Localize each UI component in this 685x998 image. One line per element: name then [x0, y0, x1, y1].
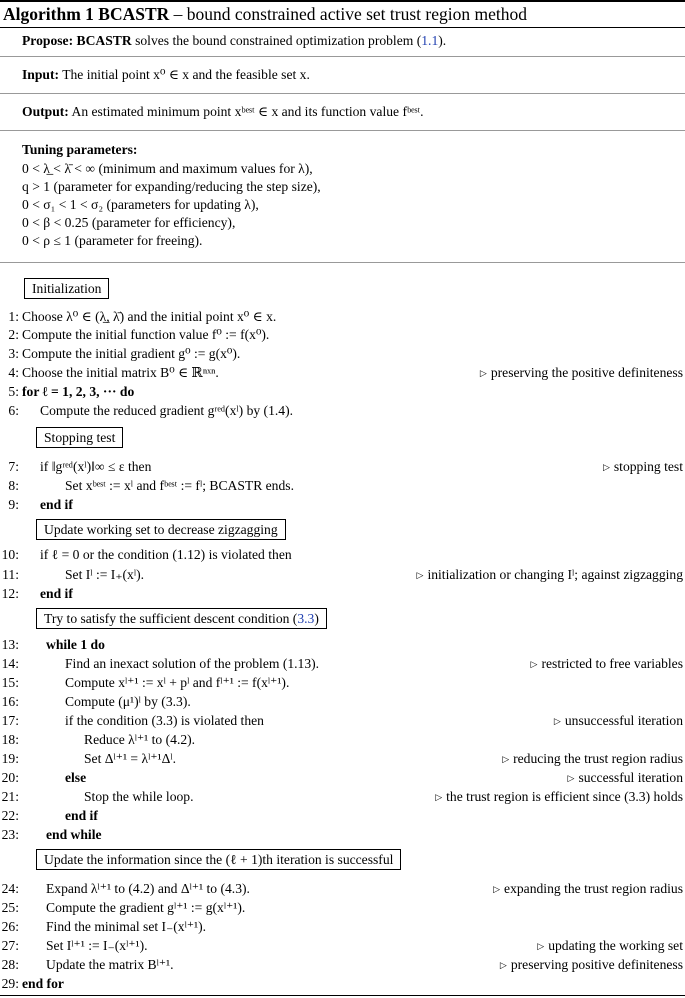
input-section — [22, 67, 310, 83]
line-number: 8: — [8, 478, 19, 493]
input-label: Input: — [22, 67, 60, 82]
comment-text: preserving positive definiteness — [510, 957, 683, 972]
line-text: Reduce λˡ⁺¹ to (4.2). — [84, 732, 196, 747]
line-number: 27: — [1, 938, 19, 953]
line-comment — [537, 937, 683, 955]
line-text: Update the matrix Bˡ⁺¹. — [46, 957, 174, 972]
line-number: 15: — [1, 675, 19, 690]
line-text: Stop the while loop. — [84, 789, 194, 804]
line-number: 19: — [1, 751, 19, 766]
line-comment — [502, 750, 683, 768]
line-text: Find an inexact solution of the problem (1.13). — [65, 656, 320, 671]
line-comment — [417, 566, 683, 584]
line-text: Find the minimal set I₋(xˡ⁺¹). — [46, 919, 206, 934]
propose-label: Propose: — [22, 33, 74, 48]
algorithm-line-8 — [0, 477, 685, 495]
line-text: end if — [40, 497, 73, 512]
line-number: 14: — [1, 656, 19, 671]
algorithm-line-4 — [0, 364, 685, 382]
comment-text: unsuccessful iteration — [564, 713, 683, 728]
algorithm-line-23 — [0, 826, 685, 844]
line-number: 9: — [8, 497, 19, 512]
line-text: else — [65, 770, 87, 785]
line-text: Set Iˡ := I₊(xˡ). — [65, 567, 145, 582]
comment-triangle-icon: ▷ — [567, 773, 575, 783]
algorithm-line-18 — [0, 731, 685, 749]
algorithm-title — [3, 4, 527, 25]
line-number: 28: — [1, 957, 19, 972]
line-number: 4: — [8, 365, 19, 380]
descent-box-prefix: Try to satisfy the sufficient descent condition ( — [44, 611, 298, 626]
propose-ref[interactable]: 1.1 — [421, 33, 439, 48]
descent-condition-box — [36, 608, 327, 629]
stopping-test-box: Stopping test — [36, 427, 123, 448]
algorithm-line-6 — [0, 402, 685, 420]
algorithm-label: Algorithm 1 BCASTR — [3, 4, 170, 24]
tuning-item: 0 < σ₁ < 1 < σ₂ (parameters for updating λ), — [22, 197, 259, 212]
title-rule — [0, 27, 685, 28]
line-text: end if — [40, 586, 73, 601]
comment-triangle-icon: ▷ — [499, 960, 507, 970]
line-number: 24: — [1, 881, 19, 896]
algorithm-line-17 — [0, 712, 685, 730]
comment-triangle-icon: ▷ — [602, 462, 610, 472]
line-number: 10: — [1, 547, 19, 562]
working-set-box: Update working set to decrease zigzagging — [36, 519, 286, 540]
line-number: 20: — [1, 770, 19, 785]
line-comment — [554, 712, 683, 730]
tuning-item: 0 < ρ ≤ 1 (parameter for freeing). — [22, 233, 203, 248]
tuning-item: q > 1 (parameter for expanding/reducing the step size), — [22, 179, 321, 194]
algorithm-line-10 — [0, 546, 685, 564]
tuning-heading — [22, 142, 137, 158]
line-comment — [480, 364, 683, 382]
line-text: Compute the initial function value f⁰ := f(x⁰). — [22, 327, 270, 342]
line-text: Compute the initial gradient g⁰ := g(x⁰). — [22, 346, 241, 361]
line-text: if ℓ = 0 or the condition (1.12) is violated then — [40, 547, 292, 562]
line-number: 23: — [1, 827, 19, 842]
line-number: 5: — [8, 384, 19, 399]
line-text: Set Δˡ⁺¹ = λˡ⁺¹Δˡ. — [84, 751, 176, 766]
comment-triangle-icon: ▷ — [416, 570, 424, 580]
input-rule — [0, 93, 685, 94]
line-text: Compute (μ¹)ˡ by (3.3). — [65, 694, 191, 709]
tuning-item: 0 < λ̲ < λ̄ < ∞ (minimum and maximum values for λ), — [22, 161, 313, 176]
algorithm-line-24 — [0, 880, 685, 898]
output-rule — [0, 130, 685, 131]
algorithm-line-22 — [0, 807, 685, 825]
algorithm-line-25 — [0, 899, 685, 917]
algorithm-line-26 — [0, 918, 685, 936]
line-text: if the condition (3.3) is violated then — [65, 713, 264, 728]
line-number: 29: — [1, 976, 19, 991]
line-text: Expand λˡ⁺¹ to (4.2) and Δˡ⁺¹ to (4.3). — [46, 881, 250, 896]
propose-section — [22, 33, 446, 49]
line-number: 21: — [1, 789, 19, 804]
line-text: Compute the gradient gˡ⁺¹ := g(xˡ⁺¹). — [46, 900, 246, 915]
line-number: 22: — [1, 808, 19, 823]
line-text: end while — [46, 827, 102, 842]
line-text: end if — [65, 808, 98, 823]
line-text: if ‖gʳᵉᵈ(xˡ)‖∞ ≤ ε then — [40, 459, 152, 474]
update-information-box: Update the information since the (ℓ + 1)th iteration is successful — [36, 849, 401, 870]
comment-text: successful iteration — [578, 770, 683, 785]
algorithm-line-28 — [0, 956, 685, 974]
algorithm-line-9 — [0, 496, 685, 514]
algorithm-line-19 — [0, 750, 685, 768]
line-text: Set Iˡ⁺¹ := I₋(xˡ⁺¹). — [46, 938, 148, 953]
comment-text: updating the working set — [548, 938, 683, 953]
algorithm-line-20 — [0, 769, 685, 787]
input-text: The initial point x⁰ ∈ x and the feasible set x. — [62, 67, 310, 82]
comment-triangle-icon: ▷ — [553, 716, 561, 726]
algorithm-line-15 — [0, 674, 685, 692]
line-number: 26: — [1, 919, 19, 934]
algorithm-line-21 — [0, 788, 685, 806]
line-number: 1: — [8, 309, 19, 324]
line-number: 3: — [8, 346, 19, 361]
bottom-rule — [0, 995, 685, 996]
comment-triangle-icon: ▷ — [479, 368, 487, 378]
top-rule — [0, 0, 685, 2]
line-number: 25: — [1, 900, 19, 915]
line-number: 18: — [1, 732, 19, 747]
comment-text: expanding the trust region radius — [504, 881, 683, 896]
comment-text: preserving the positive definiteness — [490, 365, 683, 380]
line-number: 17: — [1, 713, 19, 728]
tuning-item: 0 < β < 0.25 (parameter for efficiency), — [22, 215, 236, 230]
algorithm-line-27 — [0, 937, 685, 955]
descent-box-suffix: ) — [314, 611, 319, 626]
line-number: 6: — [8, 403, 19, 418]
line-number: 2: — [8, 327, 19, 342]
line-text: for ℓ = 1, 2, 3, ··· do — [22, 384, 135, 399]
line-text: end for — [22, 976, 64, 991]
propose-name: BCASTR — [76, 33, 132, 48]
comment-text: restricted to free variables — [541, 656, 683, 671]
line-comment — [603, 458, 683, 476]
descent-box-ref[interactable]: 3.3 — [297, 611, 315, 626]
algorithm-line-5 — [0, 383, 685, 401]
tuning-label: Tuning parameters: — [22, 142, 138, 157]
line-text: Set xᵇᵉˢᵗ := xˡ and fᵇᵉˢᵗ := fˡ; BCASTR ends. — [65, 478, 294, 493]
comment-triangle-icon: ▷ — [537, 941, 545, 951]
algorithm-subtitle: – bound constrained active set trust region method — [173, 4, 527, 24]
line-number: 13: — [1, 637, 19, 652]
line-comment — [531, 655, 683, 673]
line-number: 11: — [2, 567, 19, 582]
output-label: Output: — [22, 104, 69, 119]
comment-triangle-icon: ▷ — [502, 754, 510, 764]
algorithm-line-2 — [0, 326, 685, 344]
output-text: An estimated minimum point xᵇᵉˢᵗ ∈ x and its function value fᵇᵉˢᵗ. — [71, 104, 424, 119]
line-text: Compute the reduced gradient gʳᵉᵈ(xˡ) by (1.4). — [40, 403, 294, 418]
line-comment — [435, 788, 683, 806]
tuning-rule — [0, 262, 685, 263]
comment-text: the trust region is efficient since (3.3) holds — [446, 789, 683, 804]
comment-triangle-icon: ▷ — [530, 659, 538, 669]
line-text: Compute xˡ⁺¹ := xˡ + pˡ and fˡ⁺¹ := f(xˡ⁺¹). — [65, 675, 290, 690]
algorithm-line-13 — [0, 636, 685, 654]
propose-text: solves the bound constrained optimization problem ( — [135, 33, 422, 48]
algorithm-line-14 — [0, 655, 685, 673]
line-text: Choose λ⁰ ∈ (λ̲, λ̄) and the initial point x⁰ ∈ x. — [22, 309, 277, 324]
comment-text: initialization or changing Iˡ; against zigzagging — [427, 567, 683, 582]
line-number: 7: — [8, 459, 19, 474]
algorithm-line-11 — [0, 566, 685, 584]
output-section — [22, 104, 424, 120]
comment-triangle-icon: ▷ — [435, 792, 443, 802]
line-number: 16: — [1, 694, 19, 709]
comment-text: stopping test — [613, 459, 683, 474]
algorithm-line-7 — [0, 458, 685, 476]
algorithm-line-16 — [0, 693, 685, 711]
algorithm-line-29 — [0, 975, 685, 993]
line-text: while 1 do — [46, 637, 105, 652]
initialization-box: Initialization — [24, 278, 109, 299]
line-comment — [568, 769, 683, 787]
comment-triangle-icon: ▷ — [493, 884, 501, 894]
algorithm-line-12 — [0, 585, 685, 603]
algorithm-line-3 — [0, 345, 685, 363]
comment-text: reducing the trust region radius — [513, 751, 683, 766]
line-comment — [500, 956, 683, 974]
propose-tail: ). — [438, 33, 447, 48]
line-text: Choose the initial matrix B⁰ ∈ ℝⁿˣⁿ. — [22, 365, 219, 380]
line-number: 12: — [1, 586, 19, 601]
algorithm-line-1 — [0, 308, 685, 326]
propose-rule — [0, 56, 685, 57]
line-comment — [493, 880, 683, 898]
